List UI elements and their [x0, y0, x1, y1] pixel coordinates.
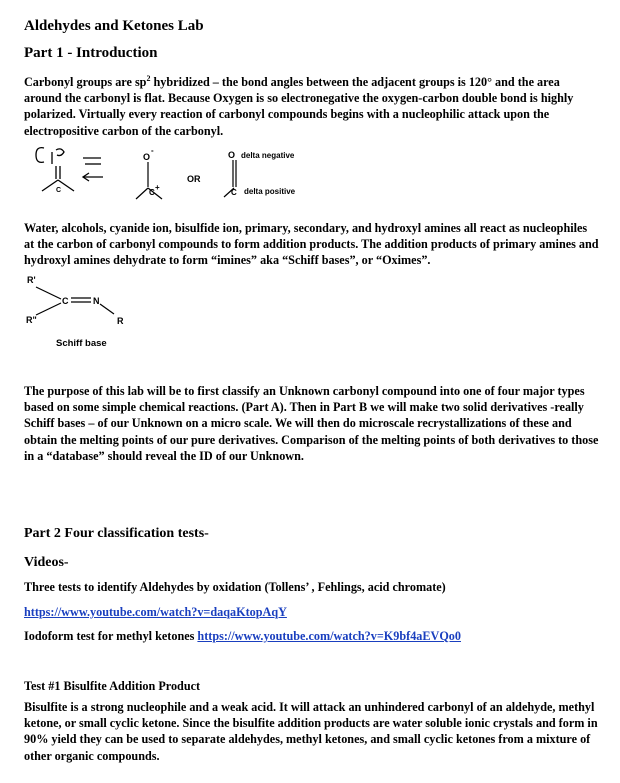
schiff-base-caption: Schiff base — [56, 338, 107, 349]
intro-paragraph — [24, 71, 600, 139]
schiff-base-structure — [36, 287, 114, 315]
part2-heading: Part 2 Four classification tests- — [24, 526, 209, 541]
video-link-1-row — [24, 605, 287, 620]
video-link-1[interactable]: https://www.youtube.com/watch?v=daqaKtopAqY — [24, 605, 287, 619]
nitrogen-imine: N — [93, 296, 100, 306]
intro-text-a: Carbonyl groups are sp — [24, 75, 147, 90]
or-label: OR — [187, 174, 201, 184]
plus-sign: + — [155, 183, 160, 192]
oxidation-tests-line: Three tests to identify Aldehydes by oxidation (Tollens’ , Fehlings, acid chromate) — [24, 580, 446, 594]
oxygen-partial: O — [228, 150, 236, 160]
oxygen-anion: O — [143, 152, 151, 162]
nucleophiles-paragraph: Water, alcohols, cyanide ion, bisulfide ion, primary, secondary, and hydroxyl amines all react as nucleophiles at the carbon of carbonyl compounds to form addition products. The addition products of primary amines and hydroxyl amines dehydrate to form “imines” aka “Schiff bases”, or “Oximes”. — [24, 221, 599, 268]
carbonyl-structure-left — [36, 148, 103, 191]
minus-sign: - — [151, 146, 154, 155]
c-small: C — [56, 187, 62, 194]
carbonyl-structure-partial — [224, 160, 236, 197]
purpose-paragraph: The purpose of this lab will be to first classify an Unknown carbonyl compound into one of four major types based on some simple chemical reactions. (Part A). Then in Part B we will make two solid derivatives -really Schiff bases – of our Unknown on a micro scale. We will then do microscale recrystallizations of these and obtain the melting points of our pure derivatives. Comparison of the melting points of both derivatives to those in a “database” should reveal the ID of our Unknown. — [24, 384, 599, 463]
test1-heading: Test #1 Bisulfite Addition Product — [24, 679, 201, 693]
iodoform-line — [24, 629, 461, 644]
carbon-imine: C — [62, 296, 69, 306]
carbonyl-structure-charged — [136, 162, 162, 199]
r-group: R — [117, 316, 124, 326]
part1-heading: Part 1 - Introduction — [24, 45, 158, 61]
intro-superscript: 2 — [146, 74, 151, 83]
carbon-partial: C — [231, 188, 237, 197]
delta-positive-label: delta positive — [244, 187, 296, 196]
r-prime: R' — [27, 275, 36, 285]
r-double-prime: R" — [26, 315, 37, 325]
carbocation: C — [149, 188, 155, 197]
iodoform-label: Iodoform test for methyl ketones — [24, 629, 198, 643]
intro-text-b: hybridized – the bond angles between the adjacent groups is 120° and the area around the carbonyl is flat. Because Oxygen is so electronegative the oxygen-carbon double bond is highly polarized. Virtually every reaction of carbonyl compounds begins with a nucleophilic attack upon the electropositive carbon of the carbonyl. — [24, 75, 574, 138]
video-link-2[interactable]: https://www.youtube.com/watch?v=K9bf4aEVQo0 — [197, 629, 461, 643]
delta-negative-label: delta negative — [241, 151, 295, 160]
videos-heading: Videos- — [24, 555, 69, 570]
document-title: Aldehydes and Ketones Lab — [24, 18, 204, 34]
test1-paragraph: Bisulfite is a strong nucleophile and a weak acid. It will attack an unhindered carbonyl of an aldehyde, methyl ketone, or small cyclic ketone. Since the bisulfite addition products are water soluble ionic crystals and form in 90% yield they can be used to separate aldehydes, methyl ketones, and small cyclic ketones from a mixture of other organic compounds. — [24, 700, 598, 763]
